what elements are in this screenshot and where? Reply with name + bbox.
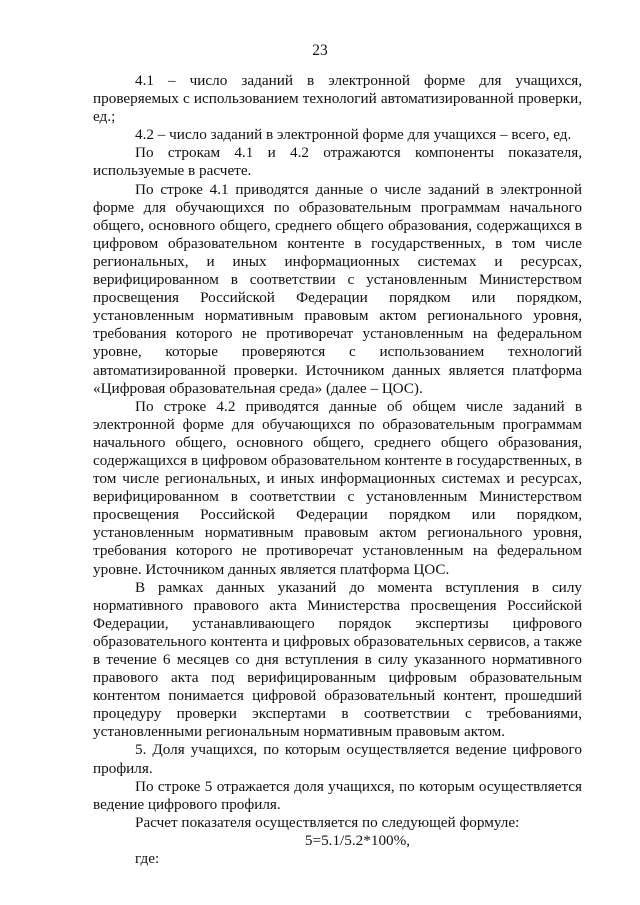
verified-content-clarification: В рамках данных указаний до момента вступления в силу нормативного правового акта Министерства просвещения Российской Федерации, устанавливающего порядок экспертизы цифрового образовательного контента и цифровых образовательных сервисов, а также в течение 6 месяцев со дня вступления в силу указанного нормативного правового акта под верифицированным цифровым образовательным контентом понимается цифровой образовательный контент, прошедший процедуру проверки экспертами в соответствии с требованиями, установленными региональным нормативным правовым актом. bbox=[93, 578, 582, 741]
where-label: где: bbox=[135, 850, 160, 868]
indicator-5-heading: 5. Доля учащихся, по которым осуществляется ведение цифрового профиля. bbox=[93, 741, 582, 777]
document-body bbox=[93, 72, 582, 868]
row-4-1-description: По строке 4.1 приводятся данные о числе заданий в электронной форме для обучающихся по образовательным программам начального общего, основного общего, среднего общего образования, содержащихся в цифровом образовательном контенте в государственных, в том числе региональных, и иных информационных системах и ресурсах, верифицированном в соответствии с установленным Министерством просвещения Российской Федерации порядком или порядком, установленным нормативным правовым актом регионального уровня, требования которого не противоречат установленным на федеральном уровне, которые проверяются с использованием технологий автоматизированной проверки. Источником данных является платформа «Цифровая образовательная среда» (далее – ЦОС). bbox=[93, 180, 582, 397]
definition-4-2: 4.2 – число заданий в электронной форме для учащихся – всего, ед. bbox=[135, 126, 572, 144]
formula-intro: Расчет показателя осуществляется по следующей формуле: bbox=[135, 813, 520, 831]
formula: 5=5.1/5.2*100%, bbox=[304, 831, 411, 849]
row-4-2-description: По строке 4.2 приводятся данные об общем числе заданий в электронной форме для обучающихся по образовательным программам начального общего, основного общего, среднего общего образования, содержащихся в цифровом образовательном контенте в государственных, в том числе региональных, и иных информационных системах и ресурсах, верифицированном в соответствии с установленным Министерством просвещения Российской Федерации порядком или порядком, установленным нормативным правовым актом регионального уровня, требования которого не противоречат установленным на федеральном уровне. Источником данных является платформа ЦОС. bbox=[93, 397, 582, 578]
row-5-description: По строке 5 отражается доля учащихся, по которым осуществляется ведение цифрового профиля. bbox=[93, 777, 582, 813]
rows-4-1-4-2-note: По строкам 4.1 и 4.2 отражаются компоненты показателя, используемые в расчете. bbox=[93, 144, 582, 180]
definition-4-1: 4.1 – число заданий в электронной форме для учащихся, проверяемых с использованием технологий автоматизированной проверки, ед.; bbox=[93, 72, 582, 126]
page-number: 23 bbox=[312, 42, 328, 59]
